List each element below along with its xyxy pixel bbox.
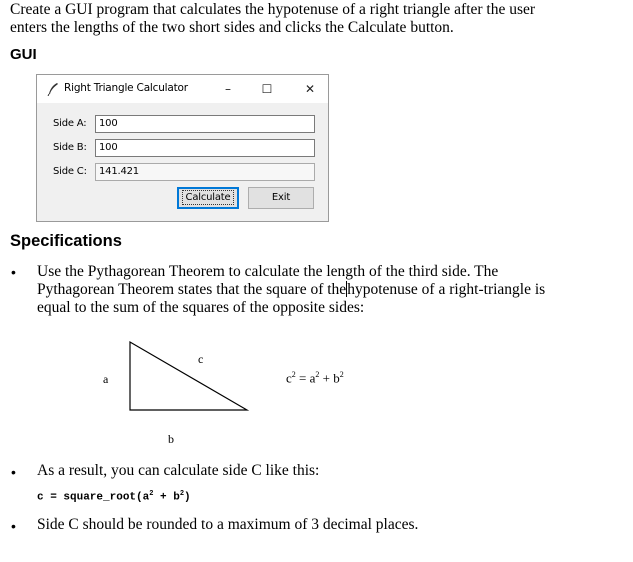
specifications-heading: Specifications bbox=[10, 232, 122, 250]
bullet-2: • bbox=[11, 464, 16, 480]
gui-heading: GUI bbox=[10, 46, 37, 63]
bullet-1-line-2: Pythagorean Theorem states that the square of thehypotenuse of a right-triangle is bbox=[37, 281, 546, 298]
triangle-label-a: a bbox=[103, 372, 109, 386]
side-c-output: 141.421 bbox=[95, 163, 315, 181]
intro-text bbox=[10, 1, 620, 37]
intro-line-2: enters the lengths of the two short sides and clicks the Calculate button. bbox=[10, 19, 454, 36]
side-c-label: Side C: bbox=[53, 166, 87, 177]
side-a-label: Side A: bbox=[53, 118, 87, 129]
bullet-1-line-3: equal to the sum of the squares of the opposite sides: bbox=[37, 299, 365, 316]
side-b-label: Side B: bbox=[53, 142, 87, 153]
bullet-1-line-1: Use the Pythagorean Theorem to calculate the length of the third side. The bbox=[37, 263, 499, 280]
bullet-2-text: As a result, you can calculate side C like this: bbox=[37, 462, 320, 479]
intro-line-1: Create a GUI program that calculates the hypotenuse of a right triangle after the user bbox=[10, 1, 536, 18]
window-titlebar[interactable] bbox=[37, 75, 328, 103]
minimize-icon[interactable]: – bbox=[225, 82, 231, 96]
triangle-shape bbox=[130, 342, 247, 410]
triangle-label-b: b bbox=[168, 432, 174, 446]
close-icon[interactable]: ✕ bbox=[304, 82, 316, 96]
window-title: Right Triangle Calculator bbox=[64, 82, 188, 94]
code-snippet: $c = square\_root(a^2 + b^2)$ bbox=[37, 490, 191, 504]
right-triangle-diagram bbox=[95, 335, 265, 455]
side-b-input[interactable]: 100 bbox=[95, 139, 315, 157]
bullet-3-text: Side C should be rounded to a maximum of 3 decimal places. bbox=[37, 516, 419, 533]
triangle-label-c: c bbox=[198, 352, 204, 366]
calculate-button-label: Calculate bbox=[182, 190, 235, 205]
bullet-3: • bbox=[11, 518, 16, 534]
bullet-1-text bbox=[37, 263, 622, 317]
side-a-input[interactable]: 100 bbox=[95, 115, 315, 133]
feather-icon bbox=[47, 82, 59, 96]
calculate-button[interactable] bbox=[177, 187, 239, 209]
pythagorean-formula: $c^2 = a^2 + b^2$ bbox=[286, 370, 344, 386]
maximize-icon[interactable]: ☐ bbox=[261, 82, 273, 96]
bullet-1: • bbox=[11, 264, 16, 280]
exit-button[interactable]: Exit bbox=[248, 187, 314, 209]
calculator-window bbox=[36, 74, 329, 222]
